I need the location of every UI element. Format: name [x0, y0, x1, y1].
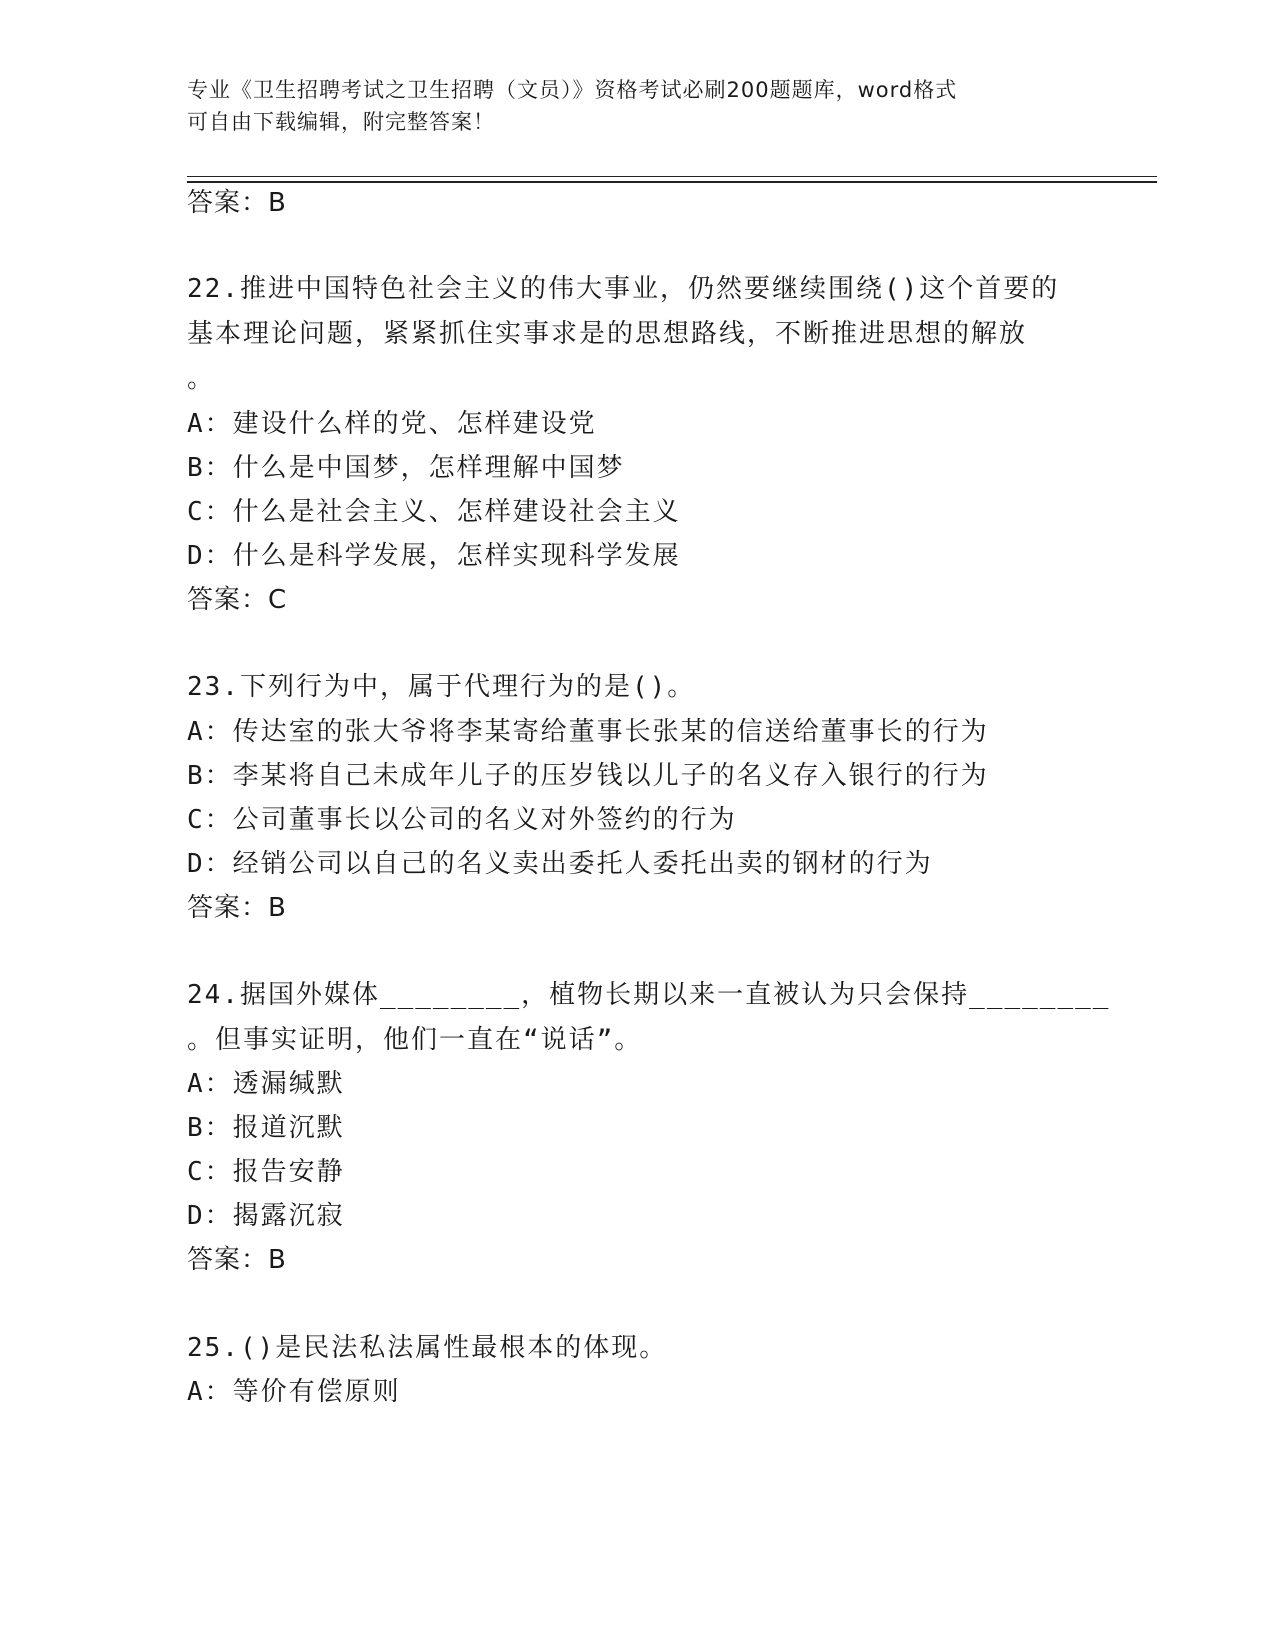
question-23-line-1: 23.下列行为中，属于代理行为的是()。 [187, 672, 696, 702]
answer-24: 答案：B [187, 1245, 287, 1275]
question-24-line-2: 。但事实证明，他们一直在“说话”。 [187, 1025, 643, 1055]
question-24-option-b: B：报道沉默 [187, 1113, 345, 1143]
question-24-line-1: 24.据国外媒体________，植物长期以来一直被认为只会保持________ [187, 980, 1111, 1010]
answer-22: 答案：C [187, 585, 288, 615]
page-header [187, 74, 1067, 138]
question-22-option-c: C：什么是社会主义、怎样建设社会主义 [187, 497, 681, 527]
header-divider-thin [187, 176, 1157, 177]
question-23-option-c: C：公司董事长以公司的名义对外签约的行为 [187, 805, 737, 835]
question-22-line-2: 基本理论问题，紧紧抓住实事求是的思想路线，不断推进思想的解放 [187, 319, 1028, 349]
answer-21: 答案：B [187, 188, 287, 218]
header-divider-thick [187, 181, 1157, 183]
question-23-option-a: A：传达室的张大爷将李某寄给董事长张某的信送给董事长的行为 [187, 717, 989, 747]
question-24-option-d: D：揭露沉寂 [187, 1201, 345, 1231]
question-25-line-1: 25.()是民法私法属性最根本的体现。 [187, 1333, 668, 1363]
question-24-option-c: C：报告安静 [187, 1157, 345, 1187]
header-line-1: 专业《卫生招聘考试之卫生招聘（文员）》资格考试必刷200题题库，word格式 [187, 78, 958, 102]
question-23-option-b: B：李某将自己未成年儿子的压岁钱以儿子的名义存入银行的行为 [187, 761, 989, 791]
answer-23: 答案：B [187, 893, 287, 923]
question-22-line-1: 22.推进中国特色社会主义的伟大事业，仍然要继续围绕()这个首要的 [187, 274, 1060, 304]
question-22-option-d: D：什么是科学发展，怎样实现科学发展 [187, 541, 681, 571]
question-25-option-a: A：等价有偿原则 [187, 1377, 401, 1407]
question-22-option-a: A：建设什么样的党、怎样建设党 [187, 409, 597, 439]
header-line-2: 可自由下载编辑，附完整答案！ [187, 110, 495, 134]
question-22-line-3: 。 [187, 364, 216, 394]
question-22-option-b: B：什么是中国梦，怎样理解中国梦 [187, 453, 625, 483]
question-23-option-d: D：经销公司以自己的名义卖出委托人委托出卖的钢材的行为 [187, 849, 933, 879]
question-24-option-a: A：透漏缄默 [187, 1069, 345, 1099]
